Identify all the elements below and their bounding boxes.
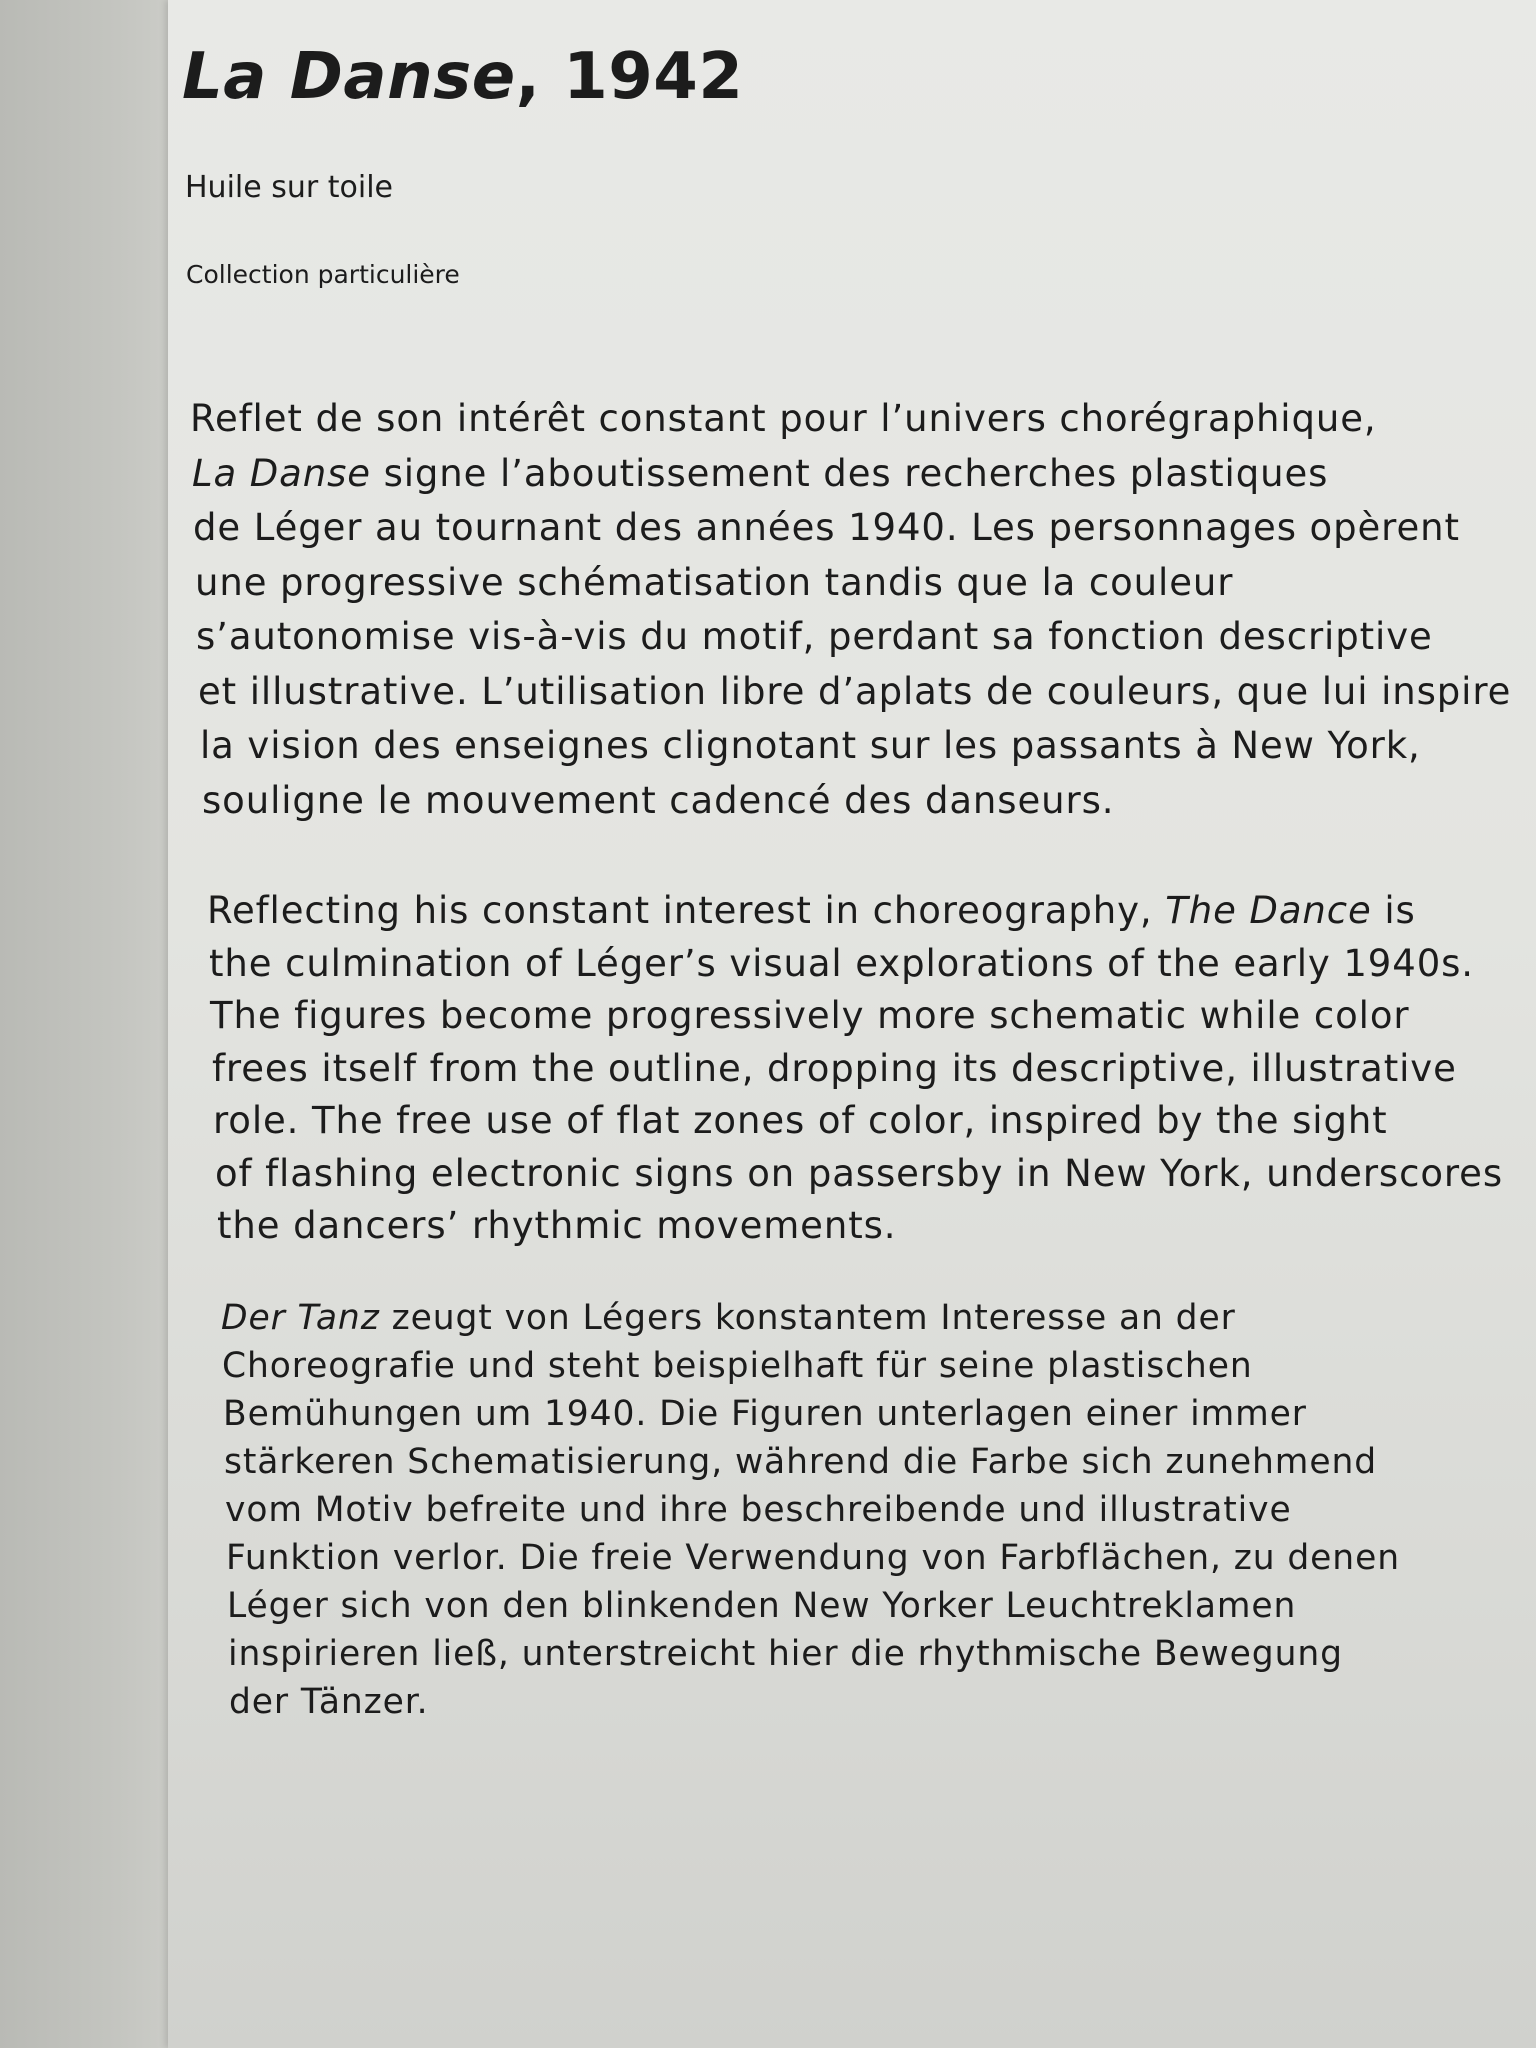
fr-line-3: de Léger au tournant des années 1940. Les personnages opèrent	[193, 506, 1460, 549]
en-line-2: the culmination of Léger’s visual explorations of the early 1940s.	[209, 941, 1474, 985]
fr-line-6: et illustrative. L’utilisation libre d’aplats de couleurs, que lui inspire	[198, 669, 1512, 713]
artwork-title-separator: ,	[515, 40, 564, 114]
en-line-1	[207, 885, 1495, 938]
de-line-9: der Tänzer.	[229, 1682, 429, 1722]
de-line-2: Choreografie und steht beispielhaft für seine plastischen	[222, 1346, 1253, 1386]
french-description	[190, 392, 1512, 828]
fr-line-2-rest: signe l’aboutissement des recherches plastiques	[370, 451, 1329, 495]
english-description	[207, 885, 1504, 1253]
en-italic-title: The Dance	[1165, 889, 1372, 932]
fr-line-8: souligne le mouvement cadencé des danseurs.	[202, 778, 1115, 822]
de-line-8: inspirieren ließ, unterstreicht hier die rhythmische Bewegung	[228, 1634, 1343, 1674]
de-line-5: vom Motiv befreite und ihre beschreibende und illustrative	[225, 1490, 1292, 1530]
de-line-1	[221, 1294, 1395, 1342]
fr-line-1: Reflet de son intérêt constant pour l’univers chorégraphique,	[190, 397, 1377, 440]
en-line-1-start: Reflecting his constant interest in choreography,	[207, 889, 1166, 932]
fr-italic-title: La Danse	[192, 451, 371, 495]
german-description	[221, 1294, 1400, 1726]
en-line-3: The figures become progressively more schematic while color	[210, 994, 1410, 1037]
en-line-6: of flashing electronic signs on passersby in New York, underscores	[215, 1151, 1504, 1195]
de-italic-title: Der Tanz	[221, 1298, 380, 1338]
en-line-4: frees itself from the outline, dropping its descriptive, illustrative	[212, 1046, 1457, 1090]
artwork-year: 1942	[563, 40, 744, 114]
en-line-7: the dancers’ rhythmic movements.	[217, 1204, 897, 1247]
en-line-1-end: is	[1371, 889, 1416, 932]
artwork-collection: Collection particulière	[186, 260, 460, 289]
artwork-medium: Huile sur toile	[185, 170, 393, 205]
de-line-4: stärkeren Schematisierung, während die Farbe sich zunehmend	[224, 1442, 1378, 1482]
wall-background	[0, 0, 168, 2048]
de-line-6: Funktion verlor. Die freie Verwendung von Farbflächen, zu denen	[226, 1538, 1400, 1578]
fr-line-5: s’autonomise vis-à-vis du motif, perdant sa fonction descriptive	[196, 615, 1433, 658]
de-line-1-rest: zeugt von Légers konstantem Interesse an der	[379, 1298, 1236, 1338]
de-line-3: Bemühungen um 1940. Die Figuren unterlagen einer immer	[223, 1394, 1307, 1434]
fr-line-4: une progressive schématisation tandis que la couleur	[195, 560, 1234, 604]
de-line-7: Léger sich von den blinkenden New Yorker Leuchtreklamen	[227, 1586, 1297, 1626]
fr-line-2	[192, 447, 1505, 502]
artwork-title-name: La Danse	[182, 40, 516, 114]
en-line-5: role. The free use of flat zones of color, inspired by the sight	[213, 1099, 1388, 1142]
artwork-title	[182, 40, 743, 114]
fr-line-7: la vision des enseignes clignotant sur les passants à New York,	[200, 724, 1421, 767]
